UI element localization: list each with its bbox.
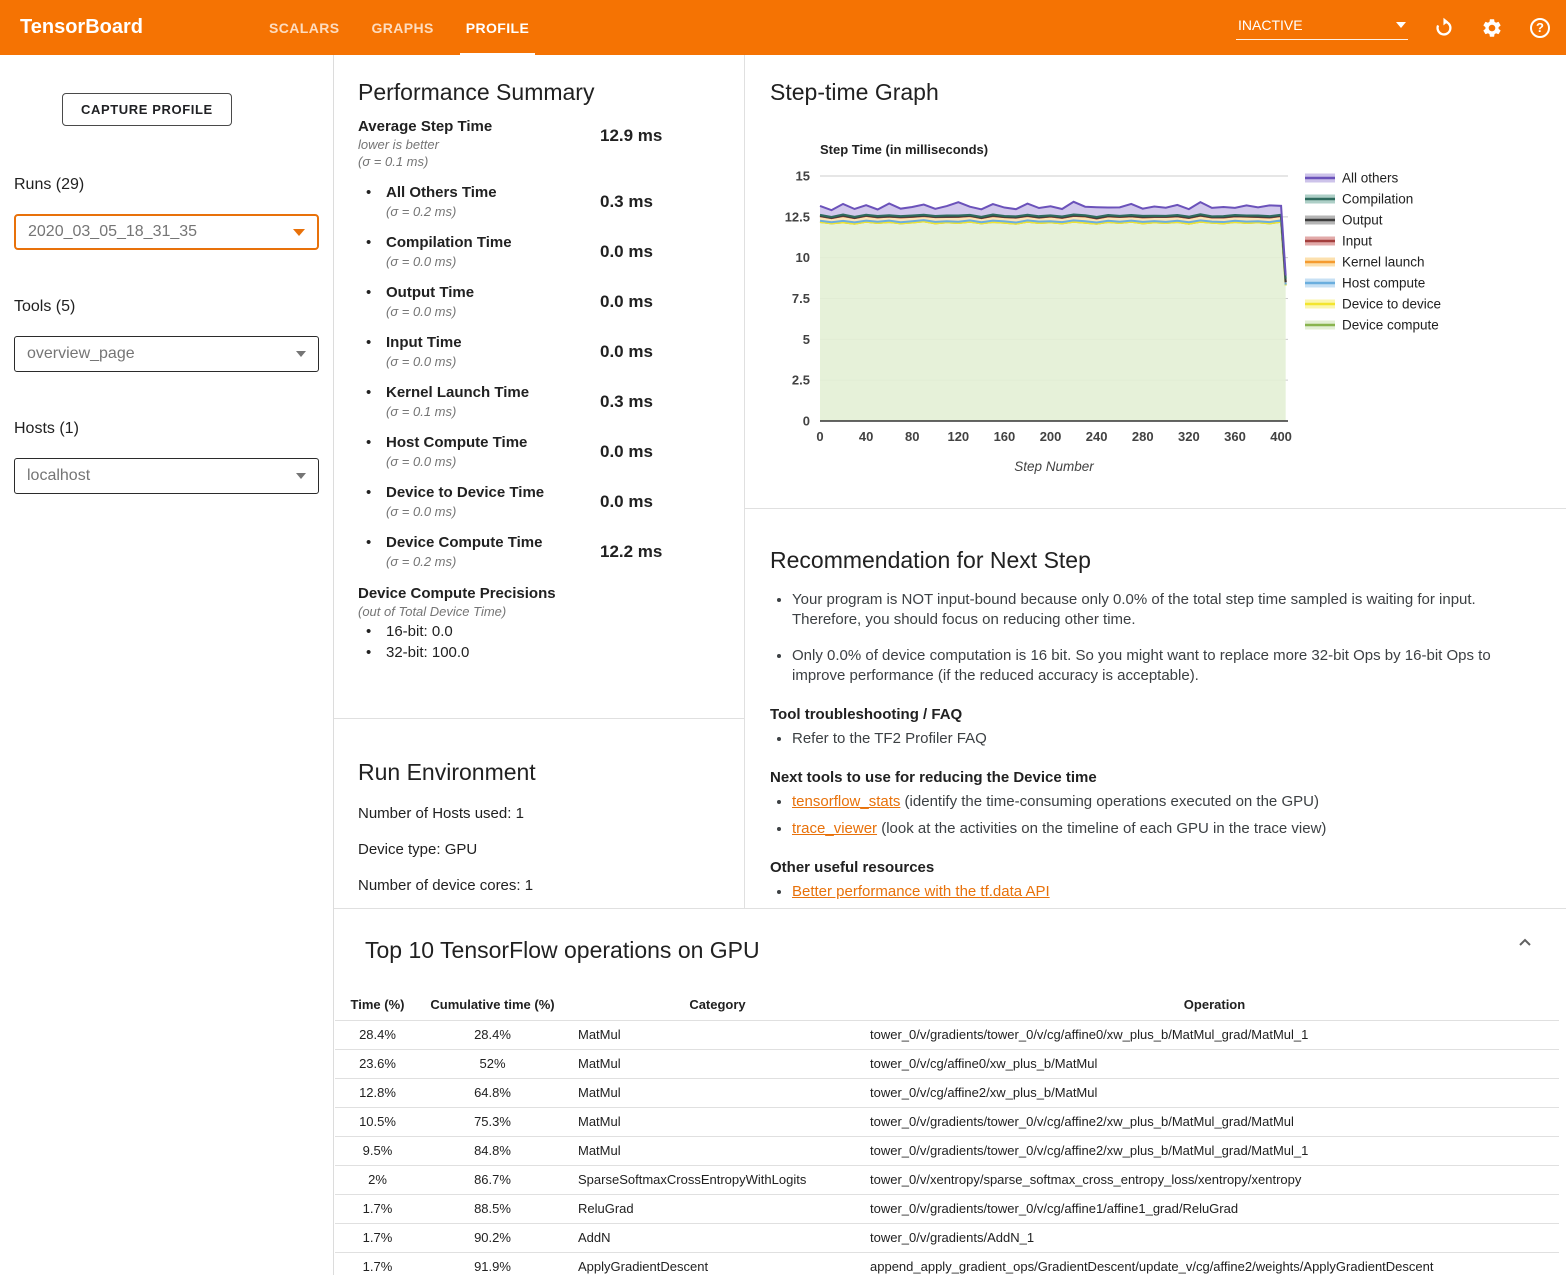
metric-value: 0.0 ms xyxy=(600,242,653,261)
metric-sigma: (σ = 0.2 ms) xyxy=(386,204,457,219)
cell-cumulative: 64.8% xyxy=(420,1078,565,1107)
metric-row xyxy=(358,434,720,469)
column-header-category: Category xyxy=(565,990,870,1020)
cell-category: MatMul xyxy=(565,1049,870,1078)
average-step-time xyxy=(358,118,720,169)
metric-value: 0.0 ms xyxy=(600,442,653,461)
tab-profile[interactable]: PROFILE xyxy=(450,0,545,55)
resource-link[interactable]: Better performance with the tf.data API xyxy=(792,882,1050,900)
bullet-icon: • xyxy=(366,234,372,251)
metric-label: Device Compute Time xyxy=(386,534,543,551)
metric-sigma: (σ = 0.1 ms) xyxy=(386,404,457,419)
sidebar xyxy=(0,55,334,1275)
run-environment-section xyxy=(334,719,744,908)
top-ops-section xyxy=(334,908,1566,1275)
bullet-icon: • xyxy=(366,284,372,301)
cell-cumulative: 88.5% xyxy=(420,1194,565,1223)
precisions-note: (out of Total Device Time) xyxy=(358,604,507,619)
table-header-row xyxy=(335,990,1559,1020)
metric-row xyxy=(358,384,720,419)
cell-cumulative: 28.4% xyxy=(420,1020,565,1049)
run-environment-line: Device type: GPU xyxy=(358,841,478,858)
app-header xyxy=(0,0,1566,55)
cell-time: 23.6% xyxy=(335,1049,420,1078)
metric-list xyxy=(358,184,720,569)
y-tick-label: 12.5 xyxy=(784,209,810,225)
bullet-icon: • xyxy=(366,623,372,640)
x-tick-label: 0 xyxy=(816,429,824,444)
cell-operation: append_apply_gradient_ops/GradientDescent/update_v/cg/affine2/weights/ApplyGradientDescent xyxy=(870,1252,1559,1275)
cell-category: MatMul xyxy=(565,1078,870,1107)
cell-operation: tower_0/v/cg/affine0/xw_plus_b/MatMul xyxy=(870,1049,1559,1078)
table-row xyxy=(335,1136,1559,1165)
cell-operation: tower_0/v/gradients/tower_0/v/cg/affine1/affine1_grad/ReluGrad xyxy=(870,1194,1559,1223)
cell-time: 1.7% xyxy=(335,1194,420,1223)
x-tick-label: 40 xyxy=(858,429,874,444)
legend-label: Device compute xyxy=(1342,317,1439,333)
x-tick-label: 360 xyxy=(1224,429,1246,444)
tools-select[interactable] xyxy=(14,336,319,372)
precisions-list xyxy=(358,623,720,661)
metric-label: Host Compute Time xyxy=(386,434,528,451)
bullet-icon: • xyxy=(366,534,372,551)
x-tick-label: 400 xyxy=(1270,429,1292,444)
cell-time: 9.5% xyxy=(335,1136,420,1165)
metric-sigma: (σ = 0.0 ms) xyxy=(386,354,457,369)
chevron-down-icon xyxy=(296,351,306,357)
cell-operation: tower_0/v/gradients/AddN_1 xyxy=(870,1223,1559,1252)
metric-row xyxy=(358,284,720,319)
tab-bar xyxy=(253,0,545,55)
x-tick-label: 80 xyxy=(904,429,920,444)
table-row xyxy=(335,1078,1559,1107)
metric-value: 12.9 ms xyxy=(600,126,663,145)
x-tick-label: 280 xyxy=(1131,429,1154,444)
next-tool-item xyxy=(792,819,1526,839)
metric-sigma: (σ = 0.0 ms) xyxy=(386,504,457,519)
tool-link[interactable]: tensorflow_stats xyxy=(792,793,901,811)
recommendation-bullet: • Your program is NOT input-bound because only 0.0% of the total step time sampled is waiting for input. Therefore, you should focus on reducing other time. xyxy=(792,590,1526,631)
runs-select-value: 2020_03_05_18_31_35 xyxy=(28,223,198,240)
y-tick-label: 2.5 xyxy=(791,372,810,388)
chevron-down-icon xyxy=(293,229,305,236)
cell-category: ApplyGradientDescent xyxy=(565,1252,870,1275)
tool-link[interactable]: trace_viewer xyxy=(792,819,878,837)
run-environment-line: Number of device cores: 1 xyxy=(358,877,534,894)
bullet-icon: • xyxy=(366,484,372,501)
bullet-icon: • xyxy=(366,644,372,661)
precision-item: • 16-bit: 0.0 xyxy=(366,623,453,640)
question-mark-icon: ? xyxy=(1530,18,1550,38)
table-row xyxy=(335,1223,1559,1252)
run-environment-title: Run Environment xyxy=(358,759,536,785)
bullet-icon: • xyxy=(366,184,372,201)
cell-operation: tower_0/v/gradients/tower_0/v/cg/affine2/xw_plus_b/MatMul_grad/MatMul xyxy=(870,1107,1559,1136)
cell-category: MatMul xyxy=(565,1107,870,1136)
cell-time: 2% xyxy=(335,1165,420,1194)
chevron-down-icon xyxy=(1396,22,1406,28)
tab-graphs[interactable]: GRAPHS xyxy=(371,19,434,36)
metric-sigma: (σ = 0.0 ms) xyxy=(386,454,457,469)
cell-cumulative: 84.8% xyxy=(420,1136,565,1165)
cell-category: MatMul xyxy=(565,1136,870,1165)
resources-heading: Other useful resources xyxy=(770,858,935,876)
bullet-icon: • xyxy=(366,384,372,401)
help-icon[interactable] xyxy=(1528,16,1552,40)
legend-label: Compilation xyxy=(1342,191,1414,207)
x-axis-label: Step Number xyxy=(1014,459,1094,474)
metric-label: Kernel Launch Time xyxy=(386,384,530,401)
metric-label: All Others Time xyxy=(386,184,497,201)
x-tick-label: 240 xyxy=(1085,429,1108,444)
cell-cumulative: 91.9% xyxy=(420,1252,565,1275)
metric-label: Output Time xyxy=(386,284,475,301)
x-tick-label: 120 xyxy=(947,429,970,444)
metric-value: 12.2 ms xyxy=(600,542,663,561)
y-tick-label: 0 xyxy=(802,413,810,429)
hosts-label: Hosts (1) xyxy=(14,420,79,437)
metric-sigma: (σ = 0.0 ms) xyxy=(386,304,457,319)
hosts-select-value: localhost xyxy=(27,467,91,484)
metric-value: 0.3 ms xyxy=(600,392,653,411)
table-row xyxy=(335,1194,1559,1223)
column-header-time: Time (%) xyxy=(335,990,420,1020)
table-row xyxy=(335,1020,1559,1049)
tools-label: Tools (5) xyxy=(14,298,76,315)
run-environment-lines xyxy=(358,805,720,894)
cell-time: 1.7% xyxy=(335,1223,420,1252)
cell-category: SparseSoftmaxCrossEntropyWithLogits xyxy=(565,1165,870,1194)
cell-cumulative: 86.7% xyxy=(420,1165,565,1194)
column-header-cumulative: Cumulative time (%) xyxy=(420,990,565,1020)
cell-category: ReluGrad xyxy=(565,1194,870,1223)
metric-sigma: (σ = 0.1 ms) xyxy=(358,154,429,169)
area-device-compute xyxy=(820,221,1286,421)
y-tick-label: 10 xyxy=(795,250,810,266)
cell-operation: tower_0/v/gradients/tower_0/v/cg/affine0/xw_plus_b/MatMul_grad/MatMul_1 xyxy=(870,1020,1559,1049)
metric-value: 0.0 ms xyxy=(600,492,653,511)
metric-value: 0.0 ms xyxy=(600,342,653,361)
next-tool-item xyxy=(792,792,1526,812)
metric-label: Input Time xyxy=(386,334,462,351)
metric-label: Device to Device Time xyxy=(386,484,545,501)
table-row xyxy=(335,1252,1559,1275)
settings-gear-icon[interactable] xyxy=(1480,16,1504,40)
recommendation-title: Recommendation for Next Step xyxy=(770,547,1091,573)
cell-operation: tower_0/v/gradients/tower_0/v/cg/affine2/xw_plus_b/MatMul_grad/MatMul_1 xyxy=(870,1136,1559,1165)
next-tools-list xyxy=(792,792,1526,839)
metric-sigma: (σ = 0.0 ms) xyxy=(386,254,457,269)
legend-label: All others xyxy=(1342,170,1399,186)
cell-category: MatMul xyxy=(565,1020,870,1049)
legend-label: Input xyxy=(1342,233,1373,249)
recommendation-section xyxy=(745,509,1566,908)
resources-list xyxy=(792,882,1526,902)
cell-time: 28.4% xyxy=(335,1020,420,1049)
y-tick-label: 5 xyxy=(802,331,810,347)
metric-label: Compilation Time xyxy=(386,234,512,251)
table-row xyxy=(335,1107,1559,1136)
x-tick-label: 200 xyxy=(1039,429,1062,444)
column-header-operation: Operation xyxy=(870,990,1559,1020)
legend-label: Output xyxy=(1342,212,1383,228)
faq-list xyxy=(792,729,1526,749)
hosts-select[interactable] xyxy=(14,458,319,494)
table-row xyxy=(335,1165,1559,1194)
recommendation-bullets xyxy=(792,590,1526,686)
step-time-graph-title: Step-time Graph xyxy=(770,79,939,105)
cell-time: 1.7% xyxy=(335,1252,420,1275)
step-time-chart xyxy=(745,136,1566,486)
tab-scalars[interactable]: SCALARS xyxy=(268,19,340,36)
runs-select[interactable] xyxy=(14,214,319,250)
metric-row xyxy=(358,184,720,219)
next-tools-heading: Next tools to use for reducing the Device time xyxy=(770,769,1097,787)
run-environment-line: Number of Hosts used: 1 xyxy=(358,805,524,822)
metric-note: lower is better xyxy=(358,137,439,152)
y-tick-label: 15 xyxy=(795,168,810,184)
top-ops-table xyxy=(335,990,1559,1275)
runs-label: Runs (29) xyxy=(14,176,85,193)
resource-item xyxy=(792,882,1526,902)
table-row xyxy=(335,1049,1559,1078)
faq-heading: Tool troubleshooting / FAQ xyxy=(770,706,963,723)
metric-row xyxy=(358,484,720,519)
capture-profile-button[interactable]: CAPTURE PROFILE xyxy=(62,93,232,126)
chevron-down-icon xyxy=(296,473,306,479)
cell-cumulative: 90.2% xyxy=(420,1223,565,1252)
bullet-icon: • xyxy=(366,334,372,351)
cell-operation: tower_0/v/xentropy/sparse_softmax_cross_entropy_loss/xentropy/xentropy xyxy=(870,1165,1559,1194)
cell-cumulative: 52% xyxy=(420,1049,565,1078)
tool-link-description: (look at the activities on the timeline of each GPU in the trace view) xyxy=(877,819,1327,837)
step-time-graph-section xyxy=(745,55,1566,509)
y-tick-label: 7.5 xyxy=(791,291,810,306)
cell-category: AddN xyxy=(565,1223,870,1252)
performance-summary-title: Performance Summary xyxy=(358,79,595,105)
metric-label: Average Step Time xyxy=(358,118,493,135)
metric-row xyxy=(358,234,720,269)
legend-label: Host compute xyxy=(1342,275,1426,291)
chart-title: Step Time (in milliseconds) xyxy=(820,142,989,157)
legend-label: Kernel launch xyxy=(1342,254,1425,270)
device-compute-precisions xyxy=(358,585,720,661)
collapse-chevron-up-icon[interactable] xyxy=(1514,931,1536,958)
top-ops-title: Top 10 TensorFlow operations on GPU xyxy=(365,937,760,963)
cell-time: 10.5% xyxy=(335,1107,420,1136)
faq-item: • Refer to the TF2 Profiler FAQ xyxy=(792,729,1526,749)
metric-value: 0.0 ms xyxy=(600,292,653,311)
refresh-icon[interactable] xyxy=(1432,16,1456,40)
tool-link-description: (identify the time-consuming operations executed on the GPU) xyxy=(900,793,1319,811)
precision-item: • 32-bit: 100.0 xyxy=(366,644,470,661)
tools-select-value: overview_page xyxy=(27,345,135,362)
precisions-title: Device Compute Precisions xyxy=(358,585,556,602)
x-tick-label: 320 xyxy=(1178,429,1200,444)
legend-label: Device to device xyxy=(1342,296,1442,312)
metric-row xyxy=(358,334,720,369)
cell-operation: tower_0/v/cg/affine2/xw_plus_b/MatMul xyxy=(870,1078,1559,1107)
cell-cumulative: 75.3% xyxy=(420,1107,565,1136)
status-select-value: INACTIVE xyxy=(1238,17,1303,33)
status-select[interactable] xyxy=(1236,15,1408,40)
app-title: TensorBoard xyxy=(20,16,143,38)
bullet-icon: • xyxy=(366,434,372,451)
metric-value: 0.3 ms xyxy=(600,192,653,211)
performance-summary-section xyxy=(334,55,744,719)
x-tick-label: 160 xyxy=(993,429,1016,444)
cell-time: 12.8% xyxy=(335,1078,420,1107)
recommendation-bullet: • Only 0.0% of device computation is 16 bit. So you might want to replace more 32-bit Ops by 16-bit Ops to improve performance (if the reduced accuracy is acceptable). xyxy=(792,646,1526,687)
metric-row xyxy=(358,534,720,569)
metric-sigma: (σ = 0.2 ms) xyxy=(386,554,457,569)
